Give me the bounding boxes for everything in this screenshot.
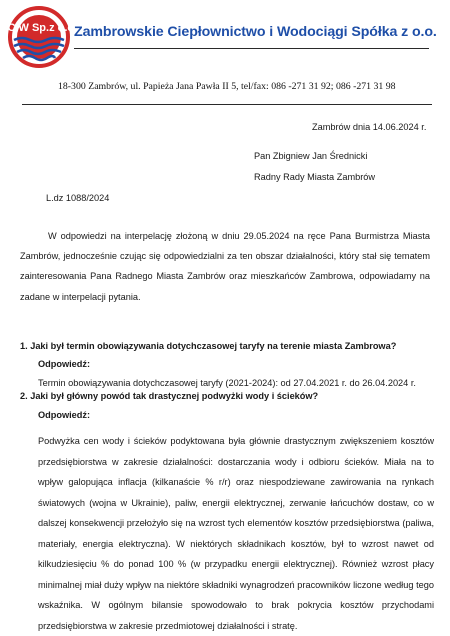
logo-text: ZCiW Sp.z o.o. <box>0 22 78 34</box>
question-1: 1. Jaki był termin obowiązywania dotychczasowej taryfy na terenie miasta Zambrowa? <box>20 341 397 351</box>
company-name: Zambrowskie Ciepłownictwo i Wodociągi Spółka z o.o. <box>74 24 437 40</box>
place-date: Zambrów dnia 14.06.2024 r. <box>312 122 427 132</box>
address-divider <box>22 104 432 105</box>
answer-1: Termin obowiązywania dotychczasowej taryfy (2021-2024): od 27.04.2021 r. do 26.04.2024 r. <box>38 378 416 388</box>
recipient-office: Radny Rady Miasta Zambrów <box>254 172 376 182</box>
recipient-name: Pan Zbigniew Jan Średnicki <box>254 151 368 161</box>
header-divider <box>74 48 429 49</box>
answer-2: Podwyżka cen wody i ścieków podyktowana była głównie drastycznym zwiększeniem kosztów przedsiębiorstwa w zakresie działalności: dostarczania wody i odbioru ścieków. Miała na to wpływ galopująca inflacja (kilkanaście % r/r) oraz niespodziewane zawirowania na rynkach światowych (wojna w Ukrainie), paliw, energii elektrycznej, zerwanie łańcuchów dostaw, co w dalszej konsekwencji przełożyło się na wzrost tych elementów kosztów przedsiębiorstwa (paliwa, materiały, energia elektryczna). W niektórych składnikach kosztów, był to wzrost nawet od kilkudziesięciu % do ponad 100 % (w przypadku energii elektrycznej). Również wzrost płacy minimalnej miał duży wpływ na niektóre składniki wynagrodzeń pracowników liczone według tego wskaźnika. W ogólnym bilansie spowodowało to brak pokrycia kosztów przychodami przedsiębiorstwa w zakresie przedmiotowej działalności i stratę. <box>38 436 434 631</box>
answer-2-label: Odpowiedź: <box>38 410 91 420</box>
answer-1-label: Odpowiedź: <box>38 359 91 369</box>
intro-paragraph: W odpowiedzi na interpelację złożoną w dniu 29.05.2024 na ręce Pana Burmistrza Miasta Zambrów, jednocześnie czując się odpowiedzialni za ten obszar działalności, który stał się tematem zainteresowania Pana Radnego Miasta Zambrów oraz mieszkańców Zambrowa, odpowiadamy na zadane w interpelacji pytania. <box>20 231 430 302</box>
letterhead <box>0 0 450 108</box>
company-address: 18-300 Zambrów, ul. Papieża Jana Pawła II 5, tel/fax: 086 -271 31 92; 086 -271 31 98 <box>58 81 396 92</box>
company-logo <box>0 6 78 68</box>
question-2: 2. Jaki był główny powód tak drastycznej podwyżki wody i ścieków? <box>20 391 319 401</box>
reference-number: L.dz 1088/2024 <box>46 193 110 203</box>
